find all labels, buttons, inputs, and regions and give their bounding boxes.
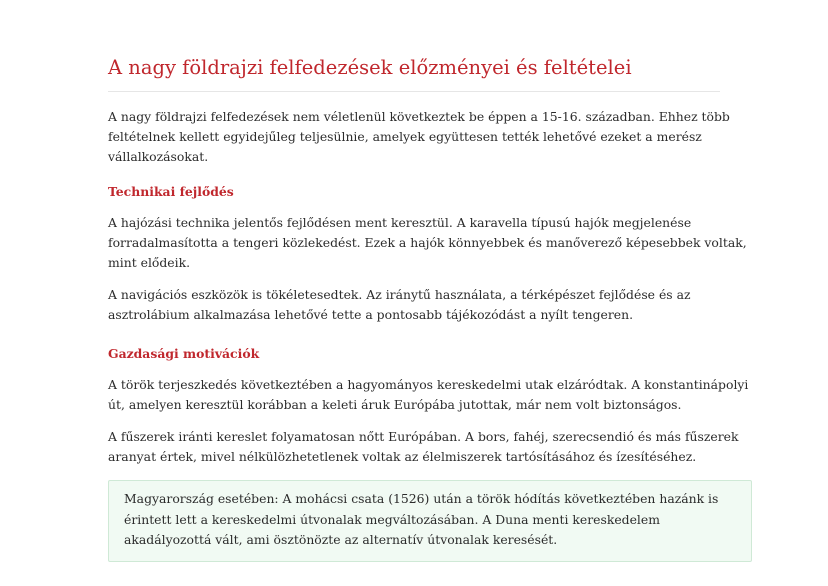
document-page [108,54,752,562]
paragraph-spices: A fűszerek iránti kereslet folyamatosan nőtt Európában. A bors, fahéj, szerecsendió és más fűszerek aranyat értek, mivel nélkülözhetetlenek voltak az élelmiszerek tartósításához és ízesítéséhez. [108,429,739,464]
page-title: A nagy földrajzi felfedezések előzményei és feltételei [108,54,720,92]
section-heading-economic: Gazdasági motivációk [108,346,260,361]
paragraph-ships: A hajózási technika jelentős fejlődésen ment keresztül. A karavella típusú hajók megjelenése forradalmasította a tengeri közlekedést. Ezek a hajók könnyebbek és manőverező képesebbek voltak, mint elődeik. [108,215,747,270]
paragraph-navigation: A navigációs eszközök is tökéletesedtek. Az iránytű használata, a térképészet fejlődése és az asztrolábium alkalmazása lehetővé tette a pontosabb tájékozódást a nyílt tengeren. [108,287,691,322]
section-heading-technical: Technikai fejlődés [108,184,234,199]
hungary-note-box [108,480,752,562]
intro-paragraph: A nagy földrajzi felfedezések nem véletlenül következtek be éppen a 15-16. században. Ehhez több feltételnek kellett egyidejűleg teljesülnie, amelyek együttesen tették lehetővé ezeket a merész vállalkozásokat. [108,109,730,164]
paragraph-trade-routes: A török terjeszkedés következtében a hagyományos kereskedelmi utak elzáródtak. A konstantinápolyi út, amelyen keresztül korábban a keleti áruk Európába jutottak, már nem volt biztonságos. [108,377,749,412]
note-text: Magyarország esetében: A mohácsi csata (1526) után a török hódítás következtében hazánk is érintett lett a kereskedelmi útvonalak megváltozásában. A Duna menti kereskedelem akadályozottá vált, ami ösztönözte az alternatív útvonalak keresését. [124,491,719,547]
